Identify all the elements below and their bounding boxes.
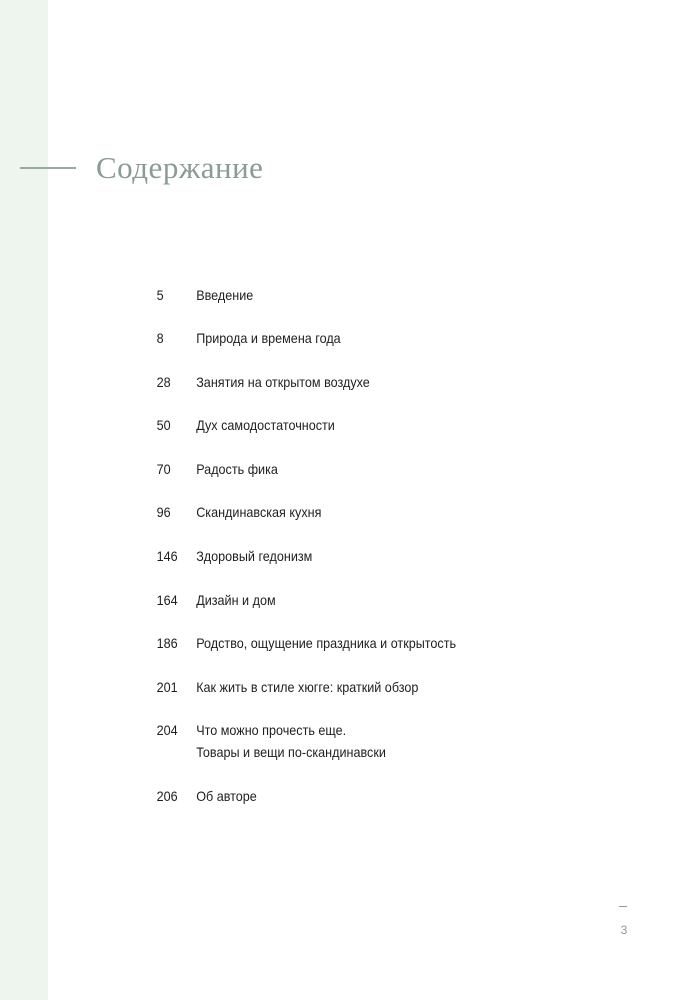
toc-page-number: 206 (156, 788, 178, 804)
toc-page-number: 28 (156, 374, 171, 390)
toc-chapter-title: Родство, ощущение праздника и открытость (196, 635, 457, 651)
toc-chapter-title: Здоровый гедонизм (196, 548, 313, 564)
toc-chapter-title: Об авторе (196, 788, 257, 804)
toc-page-number: 5 (156, 287, 164, 303)
page-title: Содержание (96, 150, 264, 185)
toc-chapter-title: Дизайн и дом (196, 592, 276, 608)
toc-chapter-title: Радость фика (196, 461, 278, 477)
toc-page-number: 186 (156, 635, 178, 651)
toc-page-number: 50 (156, 417, 171, 433)
toc-chapter-title: Природа и времена года (196, 330, 341, 346)
toc-chapter-title: Скандинавская кухня (196, 504, 322, 520)
toc-chapter-title: Занятия на открытом воздухе (196, 374, 370, 390)
page-number: 3 (620, 923, 628, 937)
toc-page-number: 96 (156, 504, 171, 520)
page-number-dash (619, 906, 627, 907)
toc-page-number: 70 (156, 461, 171, 477)
toc-chapter-title: Что можно прочесть еще. Товары и вещи по-скандинавски (196, 722, 386, 760)
title-rule (20, 167, 76, 169)
toc-chapter-title: Как жить в стиле хюгге: краткий обзор (196, 679, 419, 695)
toc-page-number: 201 (156, 679, 178, 695)
toc-chapter-title: Дух самодостаточности (196, 417, 335, 433)
toc-chapter-title: Введение (196, 287, 254, 303)
side-color-strip (0, 0, 48, 1000)
toc-page-number: 8 (156, 330, 164, 346)
toc-page-number: 204 (156, 722, 178, 738)
toc-page-number: 146 (156, 548, 178, 564)
toc-page-number: 164 (156, 592, 178, 608)
